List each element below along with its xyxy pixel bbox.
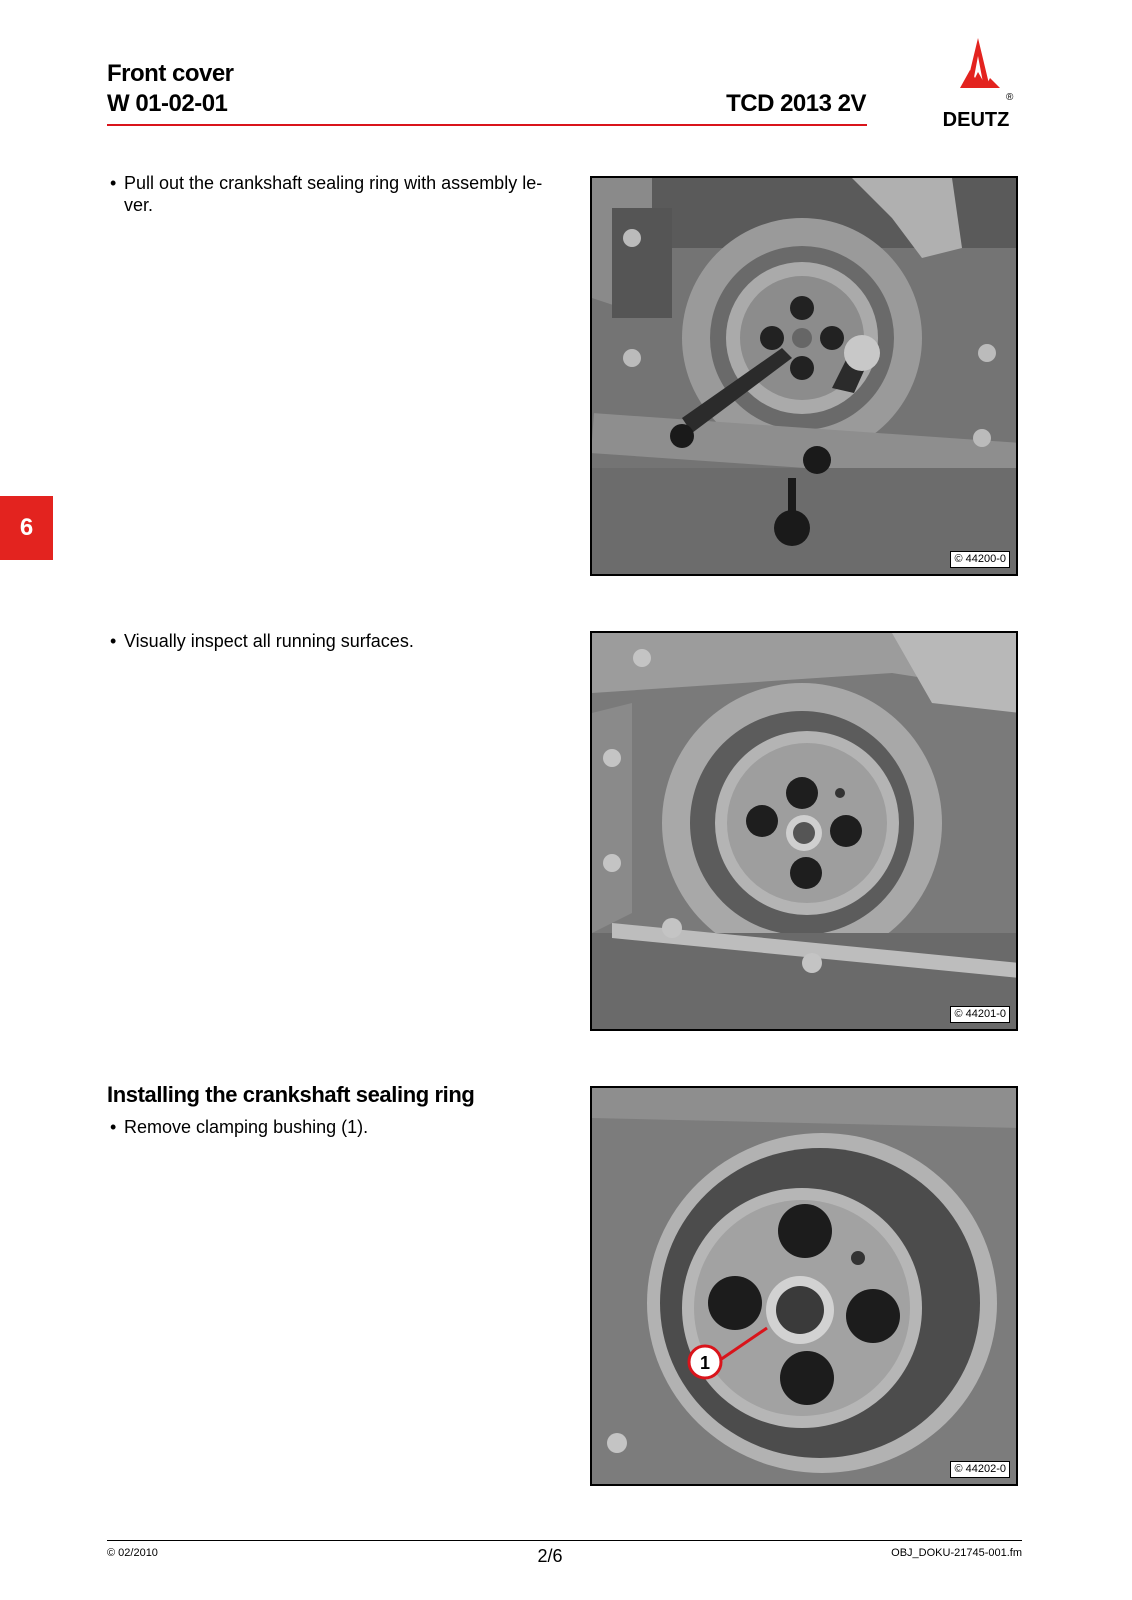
footer-divider [107, 1540, 1022, 1541]
page-title: Front cover [107, 60, 234, 87]
engine-model: TCD 2013 2V [726, 90, 866, 117]
section-heading: Installing the crankshaft sealing ring [107, 1082, 475, 1107]
chapter-tab: 6 [0, 496, 53, 560]
figure-caption: © 44202-0 [950, 1461, 1010, 1478]
step-text: Remove clamping bushing (1). [124, 1117, 369, 1137]
document-code: W 01-02-01 [107, 90, 228, 117]
header-divider [107, 124, 867, 126]
step-text: Pull out the crankshaft sealing ring with assembly le- [124, 173, 543, 193]
step-pull-out-sealing-ring [110, 172, 570, 216]
bullet: • [110, 1117, 117, 1137]
logo-text: DEUTZ [942, 109, 1010, 130]
step-text: Visually inspect all running surfaces. [124, 631, 414, 651]
deutz-logo-icon [920, 30, 1032, 130]
deutz-logo [920, 30, 1032, 130]
figure-caption: © 44200-0 [950, 551, 1010, 568]
page-number: 2/6 [537, 1546, 563, 1566]
figure-caption: © 44201-0 [950, 1006, 1010, 1023]
figure-clamping-bushing [590, 1086, 1018, 1486]
footer-filename: OBJ_DOKU-21745-001.fm [891, 1547, 1022, 1559]
footer-date: © 02/2010 [107, 1547, 158, 1559]
step-inspect-surfaces [110, 630, 570, 652]
figure-running-surfaces [590, 631, 1018, 1031]
registered-mark: ® [1006, 92, 1014, 103]
figure-pulling-sealing-ring [590, 176, 1018, 576]
step-text-continued: ver. [124, 195, 154, 215]
callout-number: 1 [699, 1353, 711, 1373]
bullet: • [110, 631, 117, 651]
bullet: • [110, 173, 117, 193]
step-remove-clamping-bushing [110, 1116, 570, 1138]
